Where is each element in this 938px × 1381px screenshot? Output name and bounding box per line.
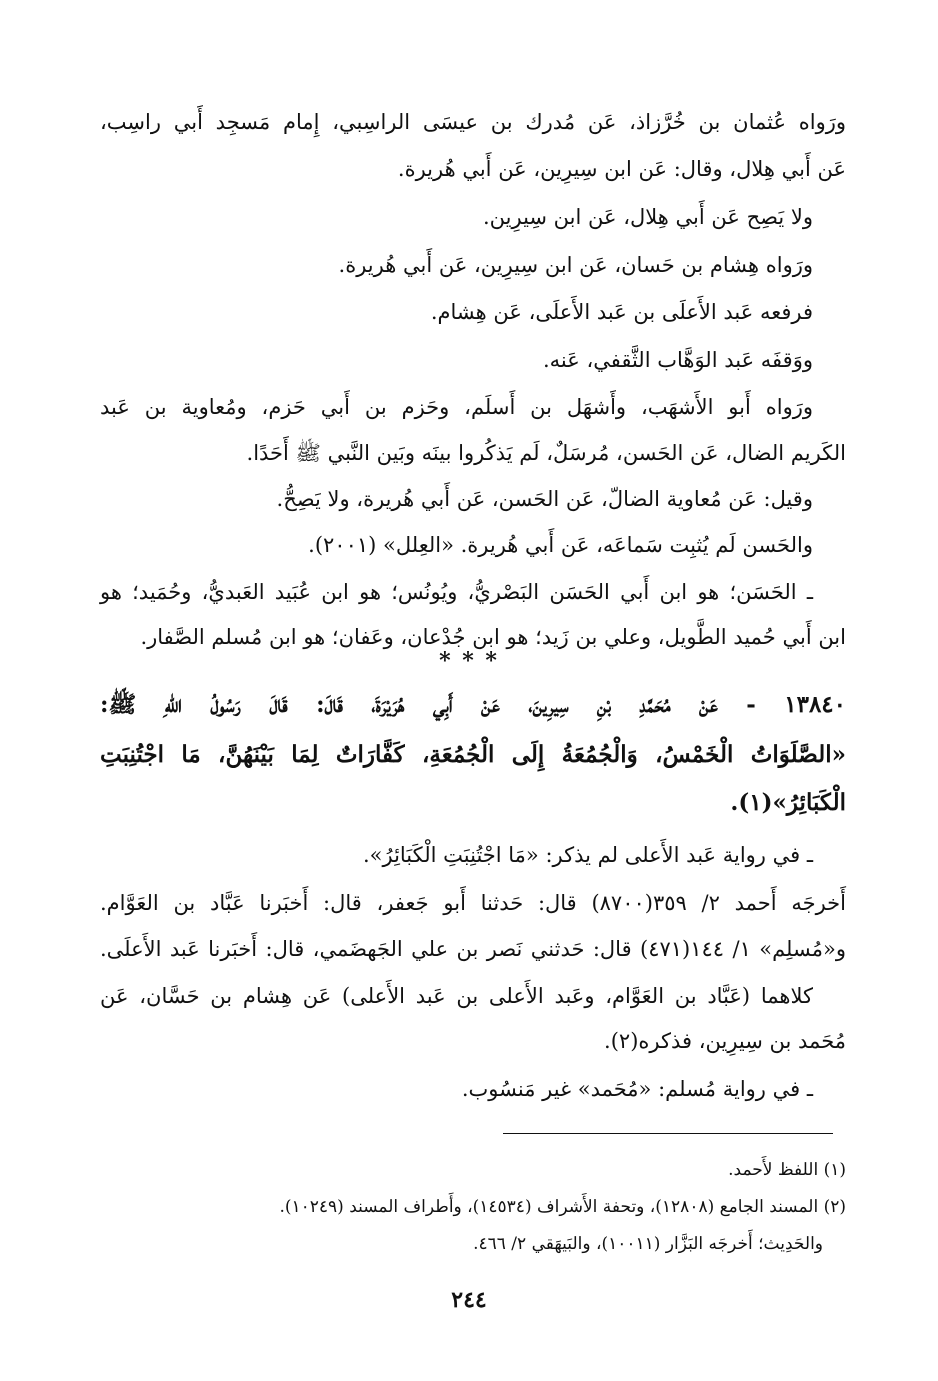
text-line: أَخرجَه أَحمد ٢/ ٣٥٩(٨٧٠٠) قال: حَدثنا أَبو جَعفر، قال: أَخبَرنا عَبَّاد بن العَوَّام. bbox=[100, 891, 846, 915]
text-line: وقيل: عَن مُعاوية الضالّ، عَن الحَسن، عَن أَبي هُريرة، ولا يَصِحُّ. bbox=[276, 487, 813, 511]
text-line: والحَسن لَم يُثبِت سَماعَه، عَن أَبي هُريرة. «العِلل» (٢٠٠١). bbox=[308, 533, 813, 557]
footnote: (٢) المسند الجامع (١٢٨٠٨)، وتحفة الأَشراف (١٤٥٣٤)، وأَطراف المسند (١٠٢٤٩). bbox=[279, 1197, 846, 1217]
text-line: و«مُسلِم» ١/ ١٤٤(٤٧١) قال: حَدثني نَصر بن علي الجَهضَمي، قال: أَخبَرنا عَبد الأَعلَى. bbox=[100, 937, 846, 961]
page-number: ٢٤٤ bbox=[451, 1287, 487, 1313]
section-separator: * * * bbox=[439, 648, 499, 674]
hadith-line: «الصَّلَوَاتُ الْخَمْسُ، وَالْجُمُعَةُ إِلَى الْجُمُعَةِ، كَفَّارَاتٌ لِمَا بَيْنَهُنَّ، مَا اجْتُنِبَتِ bbox=[100, 741, 846, 768]
text-line: الكَريم الضال، عَن الحَسن، مُرسَلٌ، لَم يَذكُروا بينَه وبَين النَّبي ﷺ أَحَدًا. bbox=[246, 441, 846, 465]
text-line: عَن أَبي هِلال، وقال: عَن ابن سِيرِين، عَن أَبي هُريرة. bbox=[397, 157, 846, 181]
text-line: كلاهما (عَبَّاد بن العَوَّام، وعَبد الأَعلى بن عَبد الأَعلى) عَن هِشام بن حَسَّان، عَن bbox=[100, 984, 813, 1008]
text-line: ورَواه عُثمان بن خُرَّزاذ، عَن مُدرك بن عيسَى الراسِبي، إِمام مَسجِد أَبي راسِب، bbox=[100, 110, 846, 134]
text-line: ـ في رواية عَبد الأَعلى لم يذكر: «مَا اجْتُنِبَتِ الْكَبَائِرُ». bbox=[362, 843, 813, 867]
text-line: ابن أَبي حُميد الطَّويل، وعلي بن زَيد؛ هو ابن جُدْعان، وعَفان؛ هو ابن مُسلم الصَّفار. bbox=[140, 625, 846, 649]
footnote: والحَدِيث؛ أَخرجَه البَزَّار (١٠٠١١)، والبَيهَقي ٢/ ٤٦٦. bbox=[473, 1234, 823, 1254]
footnote: (١) اللفظ لأَحمد. bbox=[728, 1160, 846, 1180]
hadith-line: الْكَبَائِرُ»(١). bbox=[730, 789, 846, 816]
text-line: ورَواه أَبو الأَشهَب، وأَشهَل بن أَسلَم، وحَزم بن أَبي حَزم، ومُعاوية بن عَبد bbox=[100, 395, 813, 419]
text-line: ولا يَصِح عَن أَبي هِلال، عَن ابن سِيرِين. bbox=[482, 205, 813, 229]
text-line: ـ الحَسَن؛ هو ابن أَبي الحَسَن البَصْريُّ، ويُونُس؛ هو ابن عُبَيد العَبديُّ، وحُمَيد؛ هو bbox=[100, 580, 814, 604]
footnote-divider bbox=[503, 1133, 833, 1134]
text-line: ووَقفَه عَبد الوَهَّاب الثَّقفي، عَنه. bbox=[542, 348, 813, 372]
text-line: مُحَمد بن سِيرِين، فذكره(٢). bbox=[604, 1029, 846, 1053]
text-line: ـ في رواية مُسلم: «مُحَمد» غير مَنسُوب. bbox=[461, 1077, 813, 1101]
text-line: فرفعه عَبد الأَعلَى بن عَبد الأَعلَى، عَن هِشام. bbox=[430, 300, 813, 324]
hadith-line: ١٣٨٤٠ - عَنْ مُحَمَّدِ بْنِ سِيرِينَ، عَنْ أَبِي هُرَيْرَةَ، قَالَ: قَالَ رَسُولُ اللهِ ﷺ: bbox=[100, 691, 847, 718]
text-line: ورَواه هِشام بن حَسان، عَن ابن سِيرِين، عَن أَبي هُريرة. bbox=[338, 253, 813, 277]
